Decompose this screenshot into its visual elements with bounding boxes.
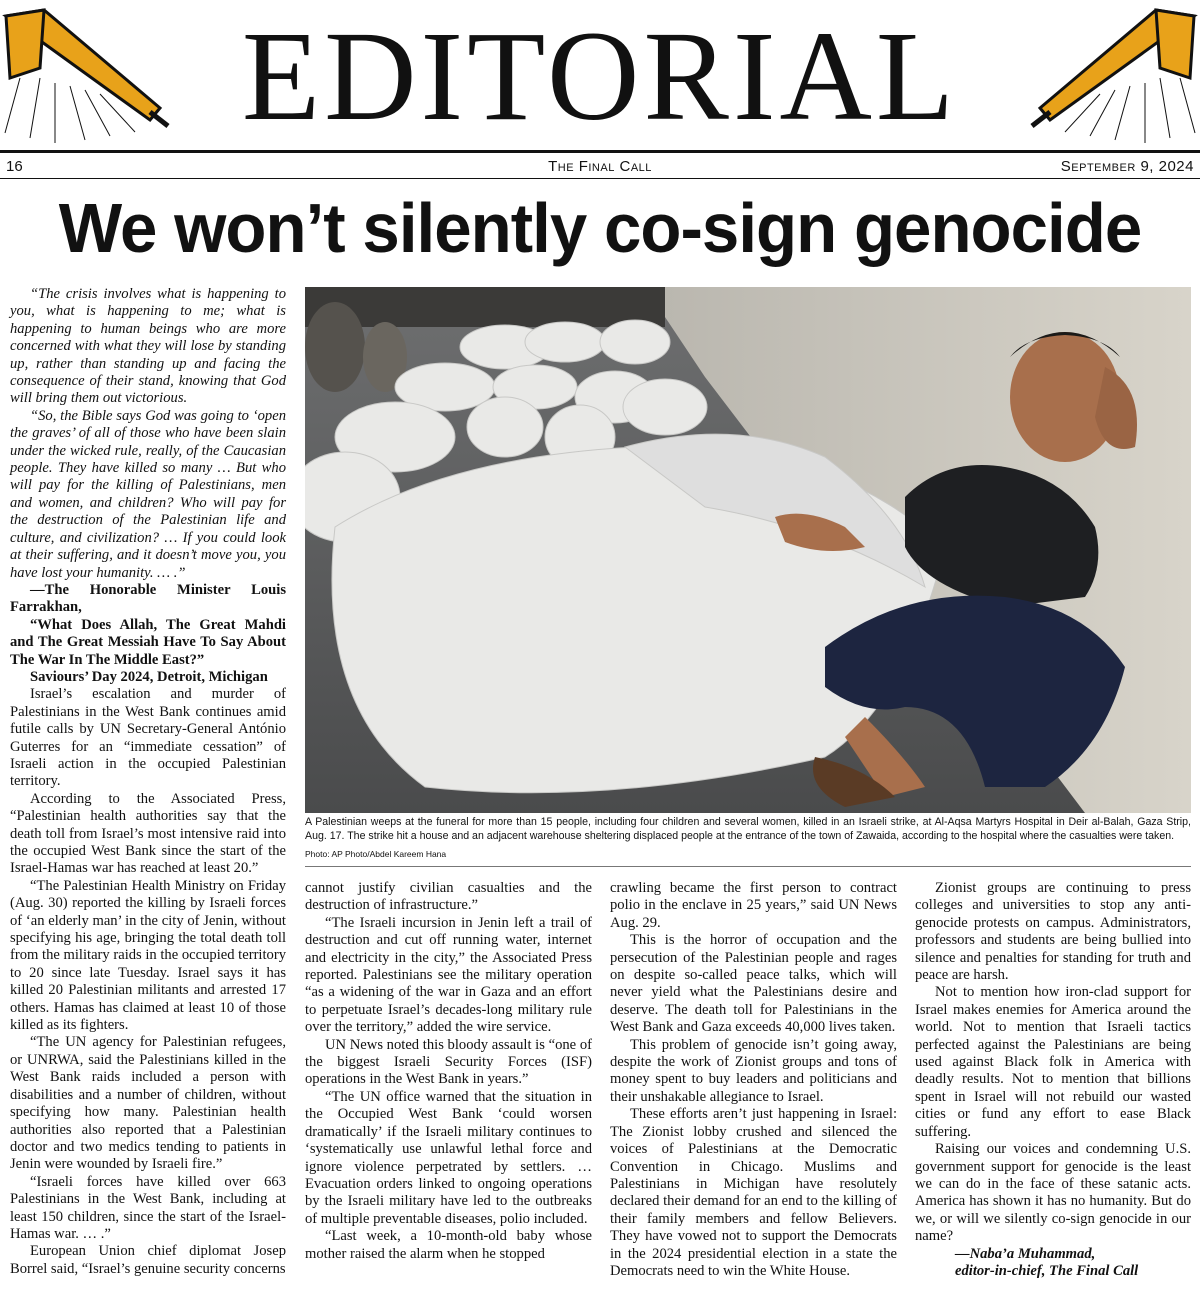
caption-rule [305,866,1191,867]
quote-source-event: Saviours’ Day 2024, Detroit, Michigan [30,668,268,685]
column-1 [10,286,286,1296]
signature-name: —Naba’a Muhammad, [955,1245,1096,1262]
body-paragraph: cannot justify civilian casualties and the destruction of infrastructure.” [305,880,592,914]
photo-credit: Photo: AP Photo/Abdel Kareem Hana [305,849,447,859]
quote-paragraph: “So, the Bible says God was going to ‘open the graves’ of all of those who have been slain under the wicked rule, really, of the Caucasian people. They have killed so many … But who will pay for the killing of Palestinians, men and women, and children? Who will pay for the destruction of the Palestinian life and culture, and civilization? … If you could look at their suffering, and it doesn’t move you, you have lost your humanity. … .” [10,407,286,581]
body-paragraph: According to the Associated Press, “Palestinian health authorities say that the death toll from Israel’s most intensive raid into the occupied West Bank since the start of the Israel-Hamas war has reached at least 20.” [10,790,286,877]
quote-paragraph: “The crisis involves what is happening to you, what is happening to me; what is happening to human beings who are more concerned with what they will lose by standing up, rather than standing up and facing the consequence of their stand, knowing that God will bring them out victorious. [10,286,286,407]
body-paragraph: “The Palestinian Health Ministry on Friday (Aug. 30) reported the killing by Israeli forces of ‘an elderly man’ in the city of Jenin, without specifying his age, bringing the total death toll from the military raids in the occupied territory to 20 since late Tuesday. Israel says it has killed 20 Palestinian militants and arrested 17 others. Hamas has claimed at least 10 of those killed as its fighters. [10,877,286,1034]
quote-attribution: —The Honorable Minister Louis Farrakhan, [10,581,286,616]
body-paragraph: crawling became the first person to contract polio in the enclave in 25 years,” said UN News Aug. 29. [610,880,897,931]
body-paragraph: “The Israeli incursion in Jenin left a trail of destruction and cut off running water, internet and electricity in the city,” the Associated Press reported. Palestinians see the military operation “as a widening of the war in Gaza and an effort to perpetuate Israel’s decades-long military rule over the territory,” added the wire service. [305,914,592,1036]
masthead-rule [0,150,1200,153]
masthead-title: EDITORIAL [241,5,959,147]
body-paragraph: Raising our voices and condemning U.S. government support for genocide is the least we can do in the face of these satanic acts. America has shown it has no humanity. But do we, or will we silently co-sign genocide in our name? [915,1141,1191,1245]
page-number: 16 [6,158,23,175]
body-paragraph: This problem of genocide isn’t going away, despite the work of Zionist groups and tons of money spent to buy leaders and politicians and their unshakable allegiance to Israel. [610,1036,897,1105]
trumpet-left-icon [0,8,170,148]
body-paragraph: European Union chief diplomat Josep Borrel said, “Israel’s genuine security concerns [10,1243,286,1277]
quote-source-title: “What Does Allah, The Great Mahdi and The Great Messiah Have To Say About The War In The Middle East?” [10,616,286,668]
body-paragraph: This is the horror of occupation and the persecution of the Palestinian people and rages on despite so-called peace talks, which will never yield what the Palestinians desire and deserve. The death toll for Palestinians in the West Bank and Gaza exceeds 40,000 lives taken. [610,932,897,1036]
news-photo [305,287,1191,813]
body-paragraph: “Israeli forces have killed over 663 Palestinians in the West Bank, including at least 150 children, since the start of the Israel-Hamas war. … .” [10,1173,286,1242]
trumpet-right-icon [1030,8,1200,148]
body-paragraph: “Last week, a 10-month-old baby whose mother raised the alarm when he stopped [305,1228,592,1262]
body-paragraph: These efforts aren’t just happening in Israel: The Zionist lobby crushed and silenced the voices of Palestinians at the Democratic Convention in Chicago. Muslims and Palestinians in Michigan have resolutely declared their demand for an end to the killing of their family members and fellow Believers. They have vowed not to support the Democrats in the 2024 presidential election in a state the Democrats need to win the White House. [610,1106,897,1279]
folio-rule [0,178,1200,179]
folio-line [0,156,1200,178]
body-paragraph: “The UN agency for Palestinian refugees, or UNRWA, said the Palestinians killed in the West Bank raids included a person with disabilities and a number of children, without specifying how many. Palestinian health authorities also reported that a Palestinian doctor and two medics tending to patients in Jenin were wounded by Israeli fire.” [10,1034,286,1173]
body-paragraph: Zionist groups are continuing to press colleges and universities to stop any anti-genocide protests on campus. Administrators, professors and students are being bullied into silence and penalties for standing for truth and peace are harsh. [915,880,1191,984]
body-paragraph: UN News noted this bloody assault is “one of the biggest Israeli Security Forces (ISF) operations in the West Bank in years.” [305,1036,592,1088]
headline: We won’t silently co-sign genocide [58,189,1142,267]
photo-caption: A Palestinian weeps at the funeral for more than 15 people, including four children and several women, killed in an Israeli strike, at Al-Aqsa Martyrs Hospital in Deir al-Balah, Gaza Strip, Aug. 17. The strike hit a house and an adjacent warehouse sheltering displaced people at the entrance of the town of Zawaida, according to the hospital where the casualties were taken. [305,816,1191,842]
column-2 [305,880,592,1298]
funeral-photo-illustration [305,287,1191,813]
farrakhan-quote [10,286,286,582]
newspaper-name: The Final Call [548,158,652,175]
body-paragraph: Israel’s escalation and murder of Palestinians in the West Bank continues amid futile calls by UN Secretary-General António Guterres for an “immediate cessation” of Israeli action in the occupied Palestinian territory. [10,686,286,790]
issue-date: September 9, 2024 [1060,158,1194,175]
column-3 [610,880,897,1298]
masthead [0,0,1200,150]
body-paragraph: “The UN office warned that the situation in the Occupied West Bank ‘could worsen dramatically’ if the Israeli military continues to ‘systematically use unlawful lethal force and ignore violence perpetrated by settlers. … Evacuation orders linked to ongoing operations by the Israeli military have led to the outbreaks of multiple preventable diseases, polio included. [305,1088,592,1227]
body-paragraph: Not to mention how iron-clad support for Israel makes enemies for America around the world. Not to mention that Israeli tactics perfected against the Palestinians are being used against Black folk in America with deadly results. Not to mention that billions spent in Israel will not rebuild our wasted cities or fund any effort to ease Black suffering. [915,984,1191,1140]
signature-title: editor-in-chief, The Final Call [955,1262,1139,1279]
column-4 [915,880,1191,1298]
